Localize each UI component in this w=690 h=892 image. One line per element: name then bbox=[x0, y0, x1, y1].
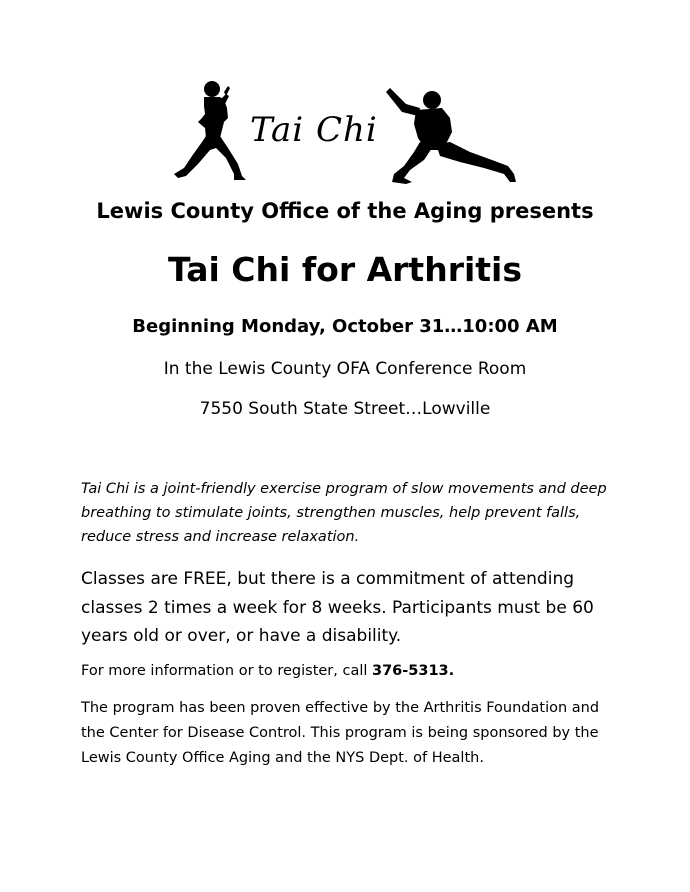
presenter-line: Lewis County Office of the Aging presents bbox=[96, 199, 594, 223]
contact-text: For more information or to register, call bbox=[81, 663, 372, 679]
page-title: Tai Chi for Arthritis bbox=[167, 250, 523, 289]
tai-chi-logo-text: Tai Chi bbox=[250, 110, 378, 150]
contact-phone: 376-5313. bbox=[372, 663, 455, 679]
event-address: 7550 South State Street…Lowville bbox=[199, 399, 491, 419]
event-location: In the Lewis County OFA Conference Room bbox=[163, 359, 527, 379]
class-requirements: Classes are FREE, but there is a commitment of attending classes 2 times a week for 8 weeks. Participants must be 60 years old or over, or have a disability. bbox=[81, 569, 594, 646]
event-date-time: Beginning Monday, October 31…10:00 AM bbox=[132, 316, 558, 337]
contact-info bbox=[81, 660, 611, 682]
tai-chi-standing-figure-icon bbox=[172, 78, 252, 182]
program-description: Tai Chi is a joint-friendly exercise program of slow movements and deep breathing to stimulate joints, strengthen muscles, help prevent falls, reduce stress and increase relaxation. bbox=[81, 481, 607, 545]
tai-chi-logo-header bbox=[0, 78, 690, 182]
sponsor-info: The program has been proven effective by the Arthritis Foundation and the Center for Disease Control. This program is being sponsored by the Lewis County Office Aging and the NYS Dept. of Health. bbox=[81, 700, 600, 766]
tai-chi-low-stance-figure-icon bbox=[380, 86, 520, 186]
